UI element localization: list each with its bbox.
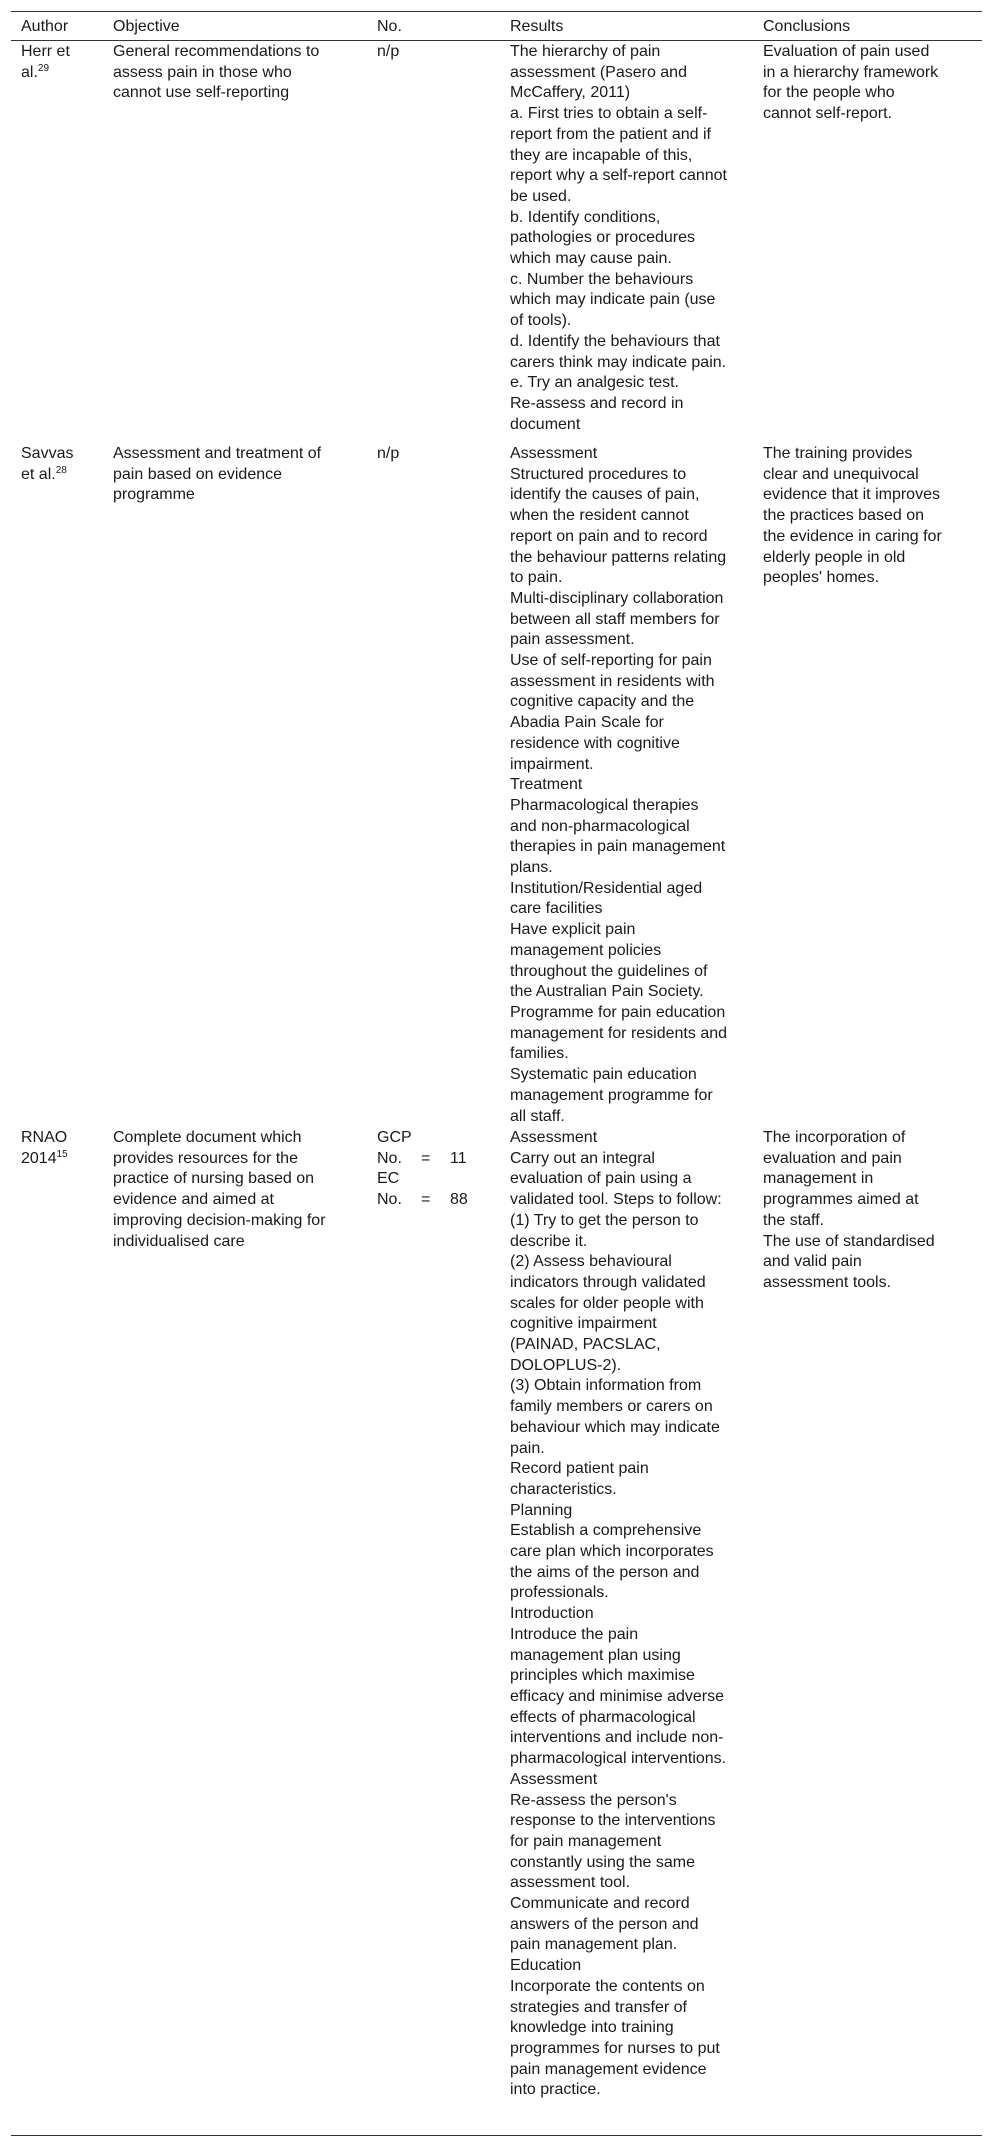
text-line: care plan which incorporates: [510, 1543, 714, 1561]
header-author: Author: [21, 18, 69, 35]
text-line: evaluation of pain using a: [510, 1170, 692, 1188]
text-line: Communicate and record: [510, 1895, 690, 1913]
text-line: evidence and aimed at: [113, 1191, 274, 1209]
text-line: describe it.: [510, 1232, 588, 1250]
row-1-conclusions: [763, 42, 938, 125]
row-3-conclusions: [763, 1128, 935, 1294]
row-1-objective: [113, 42, 319, 104]
text-line: The hierarchy of pain: [510, 43, 661, 60]
text-line: pain assessment.: [510, 631, 635, 649]
text-line: b. Identify conditions,: [510, 208, 661, 226]
header-conclusions: Conclusions: [763, 18, 851, 35]
text-line: the Australian Pain Society.: [510, 983, 704, 1001]
text-line: Programme for pain education: [510, 1003, 726, 1021]
table-bottom-rule: [11, 2135, 982, 2136]
text-line: residence with cognitive: [510, 734, 680, 752]
text-line: into practice.: [510, 2081, 601, 2099]
text-line: Assessment: [510, 1770, 598, 1788]
text-line: pain based on evidence: [113, 465, 283, 483]
text-line: management for residents and: [510, 1024, 728, 1042]
text-line: pain.: [510, 1439, 545, 1457]
header-rule: [11, 40, 982, 41]
text-line: the staff.: [763, 1211, 825, 1229]
text-line: effects of pharmacological: [510, 1708, 696, 1726]
text-line: Pharmacological therapies: [510, 796, 699, 814]
text-line: indicators through validated: [510, 1273, 706, 1291]
text-line: cannot self-report.: [763, 105, 892, 123]
text-line: for the people who: [763, 84, 895, 102]
text-line: and valid pain: [763, 1253, 862, 1271]
text-line: professionals.: [510, 1584, 609, 1602]
text-line: assess pain in those who: [113, 63, 292, 81]
text-line: the evidence in caring for: [763, 527, 942, 545]
text-line: Record patient pain: [510, 1460, 649, 1478]
text-line: provides resources for the: [113, 1149, 298, 1167]
text-line: individualised care: [113, 1232, 245, 1250]
text-line: be used.: [510, 187, 572, 205]
text-line: report why a self-report cannot: [510, 167, 727, 185]
text-line: they are incapable of this,: [510, 146, 693, 164]
text-line: pharmacological interventions.: [510, 1750, 727, 1768]
header-results: Results: [510, 18, 564, 35]
text-line: which may indicate pain (use: [510, 291, 716, 309]
reference-number: 29: [37, 62, 50, 74]
text-line: Establish a comprehensive: [510, 1522, 702, 1540]
text-line: of tools).: [510, 312, 572, 330]
text-line: knowledge into training: [510, 2019, 674, 2037]
reference-number: 15: [56, 1148, 68, 1160]
text-line: Incorporate the contents on: [510, 1977, 705, 1995]
text-line: peoples' homes.: [763, 569, 880, 587]
text-line: e. Try an analgesic test.: [510, 374, 679, 392]
text-line: Complete document which: [113, 1129, 302, 1146]
text-line: management policies: [510, 941, 662, 959]
row-1-author: Herr et al.$^{29}$: [21, 43, 70, 81]
text-line: when the resident cannot: [510, 507, 689, 525]
text-line: identify the causes of pain,: [510, 486, 700, 504]
text-line: family members or carers on: [510, 1398, 713, 1416]
text-line: Introduce the pain: [510, 1625, 639, 1643]
text-line: programmes aimed at: [763, 1191, 919, 1209]
text-line: principles which maximise: [510, 1667, 695, 1685]
header-objective: Objective: [113, 18, 180, 35]
text-line: and non-pharmacological: [510, 817, 690, 835]
text-line: therapies in pain management: [510, 838, 726, 856]
text-line: Multi-disciplinary collaboration: [510, 589, 724, 607]
text-line: (1) Try to get the person to: [510, 1211, 699, 1229]
text-line: (PAINAD, PACSLAC,: [510, 1336, 661, 1354]
text-line: cognitive impairment: [510, 1315, 657, 1333]
text-line: practice of nursing based on: [113, 1170, 315, 1188]
text-line: Treatment: [510, 776, 583, 794]
text-line: programmes for nurses to put: [510, 2039, 720, 2057]
text-line: c. Number the behaviours: [510, 270, 694, 288]
text-line: care facilities: [510, 900, 603, 918]
text-line: document: [510, 415, 581, 433]
text-line: The training provides: [763, 445, 913, 462]
text-line: n/p: [377, 43, 400, 60]
row-2-conclusions: [763, 444, 942, 589]
text-line: characteristics.: [510, 1480, 617, 1498]
text-line: Abadia Pain Scale for: [510, 714, 664, 732]
text-line: McCaffery, 2011): [510, 84, 631, 102]
text-line: Re-assess the person's: [510, 1791, 677, 1809]
text-line: in a hierarchy framework: [763, 63, 939, 81]
text-line: The incorporation of: [763, 1129, 906, 1146]
text-line: (2) Assess behavioural: [510, 1253, 672, 1271]
text-line: pain management plan.: [510, 1936, 678, 1954]
text-line: behaviour which may indicate: [510, 1418, 720, 1436]
text-line: between all staff members for: [510, 610, 720, 628]
text-line: assessment tools.: [763, 1273, 892, 1291]
row-2-author: Savvas et al.$^{28}$: [21, 445, 74, 483]
text-line: assessment in residents with: [510, 672, 715, 690]
text-line: management in: [763, 1170, 874, 1188]
text-line: assessment (Pasero and: [510, 63, 687, 81]
row-3-author: RNAO 2014$^{15}$: [21, 1129, 68, 1167]
row-1-no: [377, 42, 399, 63]
text-line: Systematic pain education: [510, 1066, 697, 1084]
row-2-results: [510, 444, 727, 1127]
text-line: evaluation and pain: [763, 1149, 902, 1167]
text-line: pathologies or procedures: [510, 229, 696, 247]
text-line: answers of the person and: [510, 1915, 699, 1933]
text-line: pain management evidence: [510, 2060, 707, 2078]
text-line: the aims of the person and: [510, 1563, 700, 1581]
text-line: to pain.: [510, 569, 563, 587]
text-line: Re-assess and record in: [510, 394, 684, 412]
text-line: which may cause pain.: [510, 250, 672, 268]
text-line: Have explicit pain: [510, 921, 636, 939]
text-line: report on pain and to record: [510, 527, 708, 545]
text-line: validated tool. Steps to follow:: [510, 1191, 722, 1209]
reference-number: 28: [55, 464, 67, 476]
text-line: The use of standardised: [763, 1232, 935, 1250]
text-line: constantly using the same: [510, 1853, 695, 1871]
text-line: programme: [113, 486, 195, 504]
text-line: all staff.: [510, 1107, 565, 1125]
text-line: General recommendations to: [113, 43, 320, 60]
text-line: carers think may indicate pain.: [510, 353, 727, 371]
text-line: management plan using: [510, 1646, 681, 1664]
text-line: interventions and include non-: [510, 1729, 724, 1747]
text-line: for pain management: [510, 1832, 662, 1850]
table-top-rule: [11, 11, 982, 12]
row-1-results: [510, 42, 727, 435]
text-line: Education: [510, 1957, 582, 1975]
text-line: elderly people in old: [763, 548, 906, 566]
text-line: scales for older people with: [510, 1294, 704, 1312]
text-line: Assessment and treatment of: [113, 445, 322, 462]
row-3-no: GCP No. = 11 EC No. = 88: [377, 1129, 468, 1209]
text-line: clear and unequivocal: [763, 465, 919, 483]
row-2-no: [377, 444, 399, 465]
text-line: families.: [510, 1045, 569, 1063]
row-2-objective: [113, 444, 321, 506]
text-line: (3) Obtain information from: [510, 1377, 702, 1395]
text-line: Institution/Residential aged: [510, 879, 703, 897]
text-line: the practices based on: [763, 507, 924, 525]
text-line: Evaluation of pain used: [763, 43, 930, 60]
text-line: improving decision-making for: [113, 1211, 326, 1229]
text-line: cannot use self-reporting: [113, 84, 290, 102]
text-line: Use of self-reporting for pain: [510, 652, 712, 670]
text-line: assessment tool.: [510, 1874, 631, 1892]
text-line: Structured procedures to: [510, 465, 687, 483]
text-line: d. Identify the behaviours that: [510, 332, 720, 350]
text-line: a. First tries to obtain a self-: [510, 105, 708, 123]
text-line: throughout the guidelines of: [510, 962, 708, 980]
header-no: No.: [377, 18, 402, 35]
text-line: response to the interventions: [510, 1812, 716, 1830]
text-line: cognitive capacity and the: [510, 693, 695, 711]
text-line: management programme for: [510, 1086, 713, 1104]
text-line: strategies and transfer of: [510, 1998, 687, 2016]
text-line: evidence that it improves: [763, 486, 940, 504]
text-line: Planning: [510, 1501, 573, 1519]
text-line: DOLOPLUS-2).: [510, 1356, 622, 1374]
text-line: efficacy and minimise adverse: [510, 1687, 725, 1705]
text-line: plans.: [510, 859, 553, 877]
text-line: impairment.: [510, 755, 594, 773]
text-line: n/p: [377, 445, 400, 462]
text-line: the behaviour patterns relating: [510, 548, 727, 566]
text-line: Carry out an integral: [510, 1149, 655, 1167]
text-line: Assessment: [510, 445, 598, 462]
text-line: Introduction: [510, 1605, 594, 1623]
text-line: report from the patient and if: [510, 125, 711, 143]
row-3-objective: [113, 1128, 326, 1252]
text-line: Assessment: [510, 1129, 598, 1146]
row-3-results: [510, 1128, 726, 2101]
